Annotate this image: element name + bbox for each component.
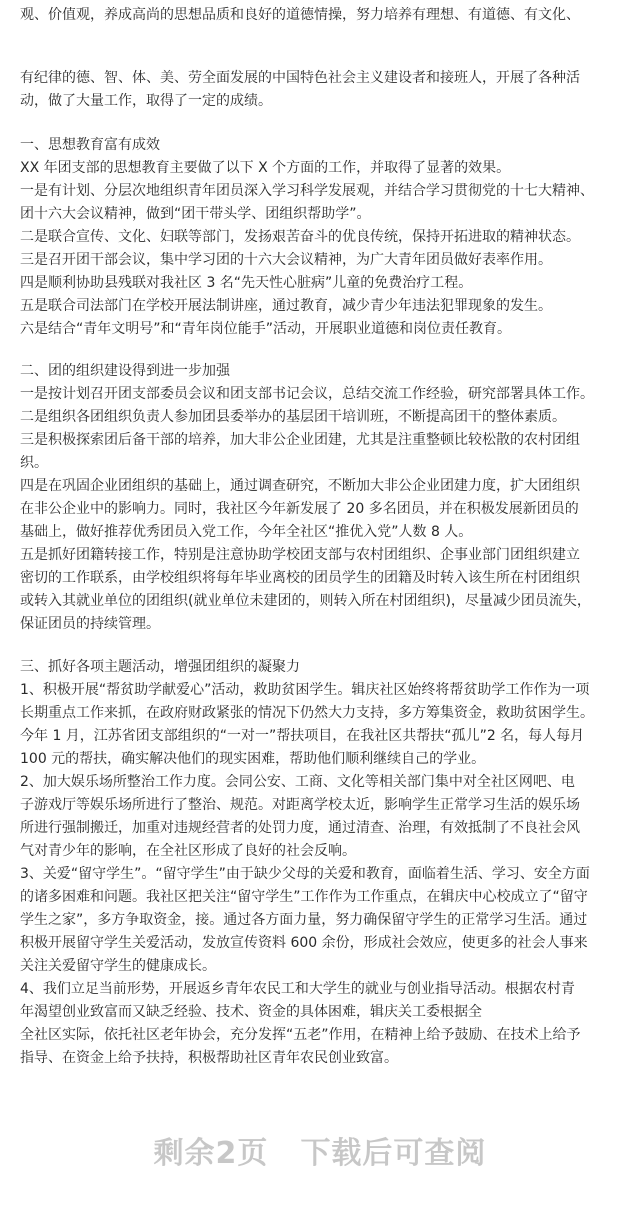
paragraph-line: 积极开展留守学生关爱活动，发放宣传资料 600 余份，形成社会效应，使更多的社会人事来 bbox=[20, 935, 588, 951]
paragraph-line: 年渴望创业致富而又缺乏经验、技术、资金的具体困难，辑庆关工委根据全 bbox=[20, 1004, 482, 1020]
paragraph-line: 长期重点工作来抓，在政府财政紧张的情况下仍然大力支持，多方筹集资金，救助贫困学生。 bbox=[20, 705, 594, 721]
paragraph-line: 三是召开团干部会议，集中学习团的十六大会议精神，为广大青年团员做好表率作用。 bbox=[20, 252, 552, 268]
intro-line: 动，做了大量工作，取得了一定的成绩。 bbox=[20, 93, 272, 109]
remaining-pages-text[interactable]: 剩余2页 bbox=[153, 1136, 269, 1171]
paragraph-line: 二是联合宣传、文化、妇联等部门，发扬艰苦奋斗的优良传统，保持开拓进取的精神状态。 bbox=[20, 229, 580, 245]
paragraph-line: 关注关爱留守学生的健康成长。 bbox=[20, 958, 216, 974]
paragraph-line: 织。 bbox=[20, 455, 48, 471]
paragraph-line: 指导、在资金上给予扶持，积极帮助社区青年农民创业致富。 bbox=[20, 1050, 398, 1066]
paragraph-line: 的诸多困难和问题。我社区把关注“留守学生”工作作为工作重点，在辑庆中心校成立了“留守 bbox=[20, 889, 588, 905]
paragraph-line: 4、我们立足当前形势，开展返乡青年农民工和大学生的就业与创业指导活动。根据农村青 bbox=[20, 981, 575, 997]
paragraph-line: 100 元的帮扶，确实解决他们的现实困难，帮助他们顺利继续自己的学业。 bbox=[20, 751, 486, 767]
paragraph-line: 二是组织各团组织负责人参加团县委举办的基层团干培训班，不断提高团干的整体素质。 bbox=[20, 409, 566, 425]
paragraph-line: 气对青少年的影响，在全社区形成了良好的社会反响。 bbox=[20, 843, 356, 859]
paragraph-line: 六是结合“青年文明号”和“青年岗位能手”活动，开展职业道德和岗位责任教育。 bbox=[20, 321, 512, 337]
section-heading: 一、思想教育富有成效 bbox=[20, 137, 160, 153]
paragraph-line: 三是积极探索团后备干部的培养，加大非公企业团建，尤其是注重整顿比较松散的农村团组 bbox=[20, 432, 580, 448]
intro-line: 观、价值观，养成高尚的思想品质和良好的道德情操，努力培养有理想、有道德、有文化、 bbox=[20, 7, 580, 23]
paragraph-line: 团十六大会议精神，做到“团干带头学、团组织帮助学”。 bbox=[20, 206, 371, 222]
section-heading: 三、抓好各项主题活动，增强团组织的凝聚力 bbox=[20, 659, 300, 675]
intro-line: 有纪律的德、智、体、美、劳全面发展的中国特色社会主义建设者和接班人，开展了各种活 bbox=[20, 70, 580, 86]
download-to-view-text[interactable]: 下载后可查阅 bbox=[300, 1136, 487, 1171]
paragraph-line: 1、积极开展“帮贫助学献爱心”活动，救助贫困学生。辑庆社区始终将帮贫助学工作作为一项 bbox=[20, 682, 590, 698]
paragraph-line: XX 年团支部的思想教育主要做了以下 X 个方面的工作，并取得了显著的效果。 bbox=[20, 160, 511, 176]
paragraph-line: 在非公企业中的影响力。同时，我社区今年新发展了 20 多名团员，并在积极发展新团员的 bbox=[20, 501, 579, 517]
section-heading: 二、团的组织建设得到进一步加强 bbox=[20, 363, 230, 379]
paragraph-line: 基础上，做好推荐优秀团员入党工作，今年全社区“推优入党”人数 8 人。 bbox=[20, 524, 473, 540]
paragraph-line: 子游戏厅等娱乐场所进行了整治、规范。对距离学校太近，影响学生正常学习生活的娱乐场 bbox=[20, 797, 580, 813]
paragraph-line: 五是联合司法部门在学校开展法制讲座，通过教育，减少青少年违法犯罪现象的发生。 bbox=[20, 298, 552, 314]
paragraph-line: 五是抓好团籍转接工作，特别是注意协助学校团支部与农村团组织、企事业部门团组织建立 bbox=[20, 547, 580, 563]
paragraph-line: 一是有计划、分层次地组织青年团员深入学习科学发展观，并结合学习贯彻党的十七大精神、 bbox=[20, 183, 594, 199]
paragraph-line: 全社区实际，依托社区老年协会，充分发挥“五老”作用，在精神上给予鼓励、在技术上给予 bbox=[20, 1027, 581, 1043]
paragraph-line: 密切的工作联系，由学校组织将每年毕业离校的团员学生的团籍及时转入该生所在村团组织 bbox=[20, 570, 580, 586]
paragraph-line: 保证团员的持续管理。 bbox=[20, 616, 160, 632]
paragraph-line: 所进行强制搬迁，加重对违规经营者的处罚力度，通过清查、治理，有效抵制了不良社会风 bbox=[20, 820, 580, 836]
paragraph-line: 2、加大娱乐场所整治工作力度。会同公安、工商、文化等相关部门集中对全社区网吧、电 bbox=[20, 774, 575, 790]
paragraph-line: 今年 1 月，江苏省团支部组织的“一对一”帮扶项目，在我社区共帮扶“孤儿”2 名，每人每月 bbox=[20, 728, 585, 744]
paragraph-line: 学生之家”，多方争取资金，接。通过各方面力量，努力确保留守学生的正常学习生活。通过 bbox=[20, 912, 588, 928]
paragraph-line: 一是按计划召开团支部委员会议和团支部书记会议，总结交流工作经验，研究部署具体工作。 bbox=[20, 386, 594, 402]
paragraph-line: 四是在巩固企业团组织的基础上，通过调查研究，不断加大非公企业团建力度，扩大团组织 bbox=[20, 478, 580, 494]
download-prompt[interactable] bbox=[0, 1128, 640, 1172]
paragraph-line: 或转入其就业单位的团组织(就业单位未建团的，则转入所在村团组织)，尽量减少团员流失， bbox=[20, 593, 591, 609]
paragraph-line: 四是顺利协助县残联对我社区 3 名“先天性心脏病”儿童的免费治疗工程。 bbox=[20, 275, 473, 291]
paragraph-line: 3、关爱“留守学生”。“留守学生”由于缺少父母的关爱和教育，面临着生活、学习、安全方面 bbox=[20, 866, 590, 882]
